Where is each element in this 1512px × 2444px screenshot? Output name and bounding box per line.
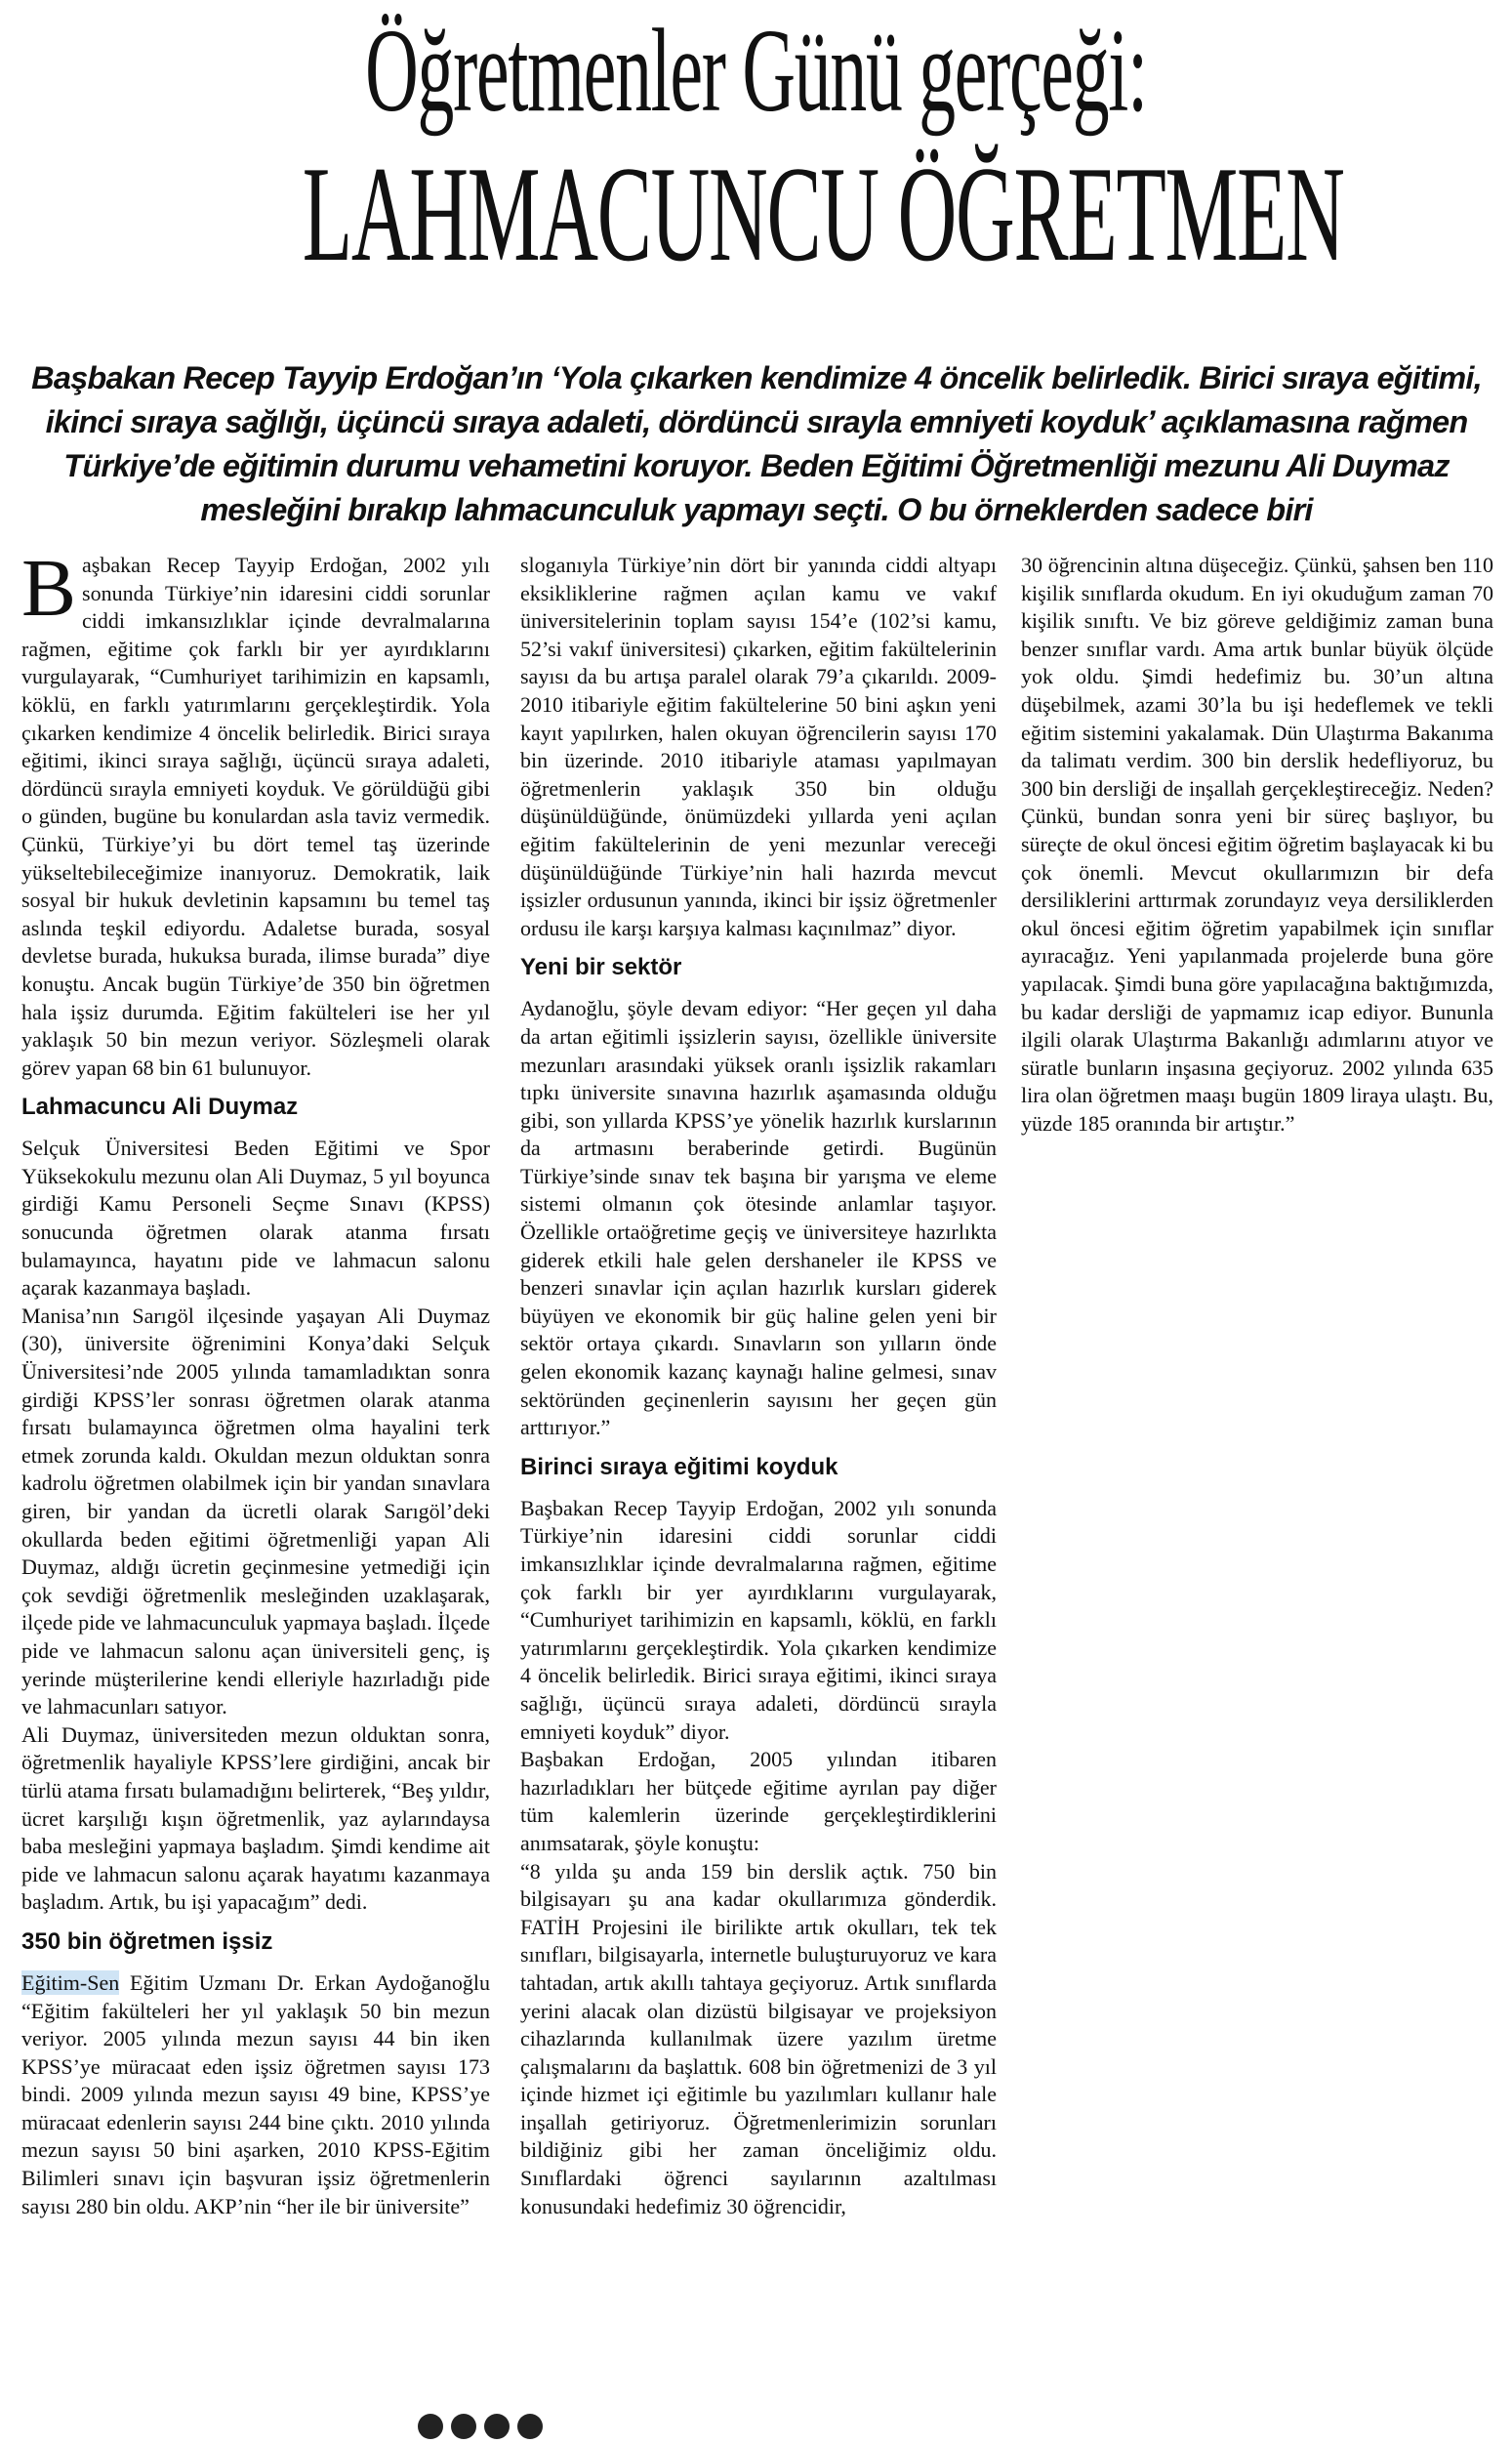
paragraph: Selçuk Üniversitesi Beden Eğitimi ve Spor Yüksekokulu mezunu olan Ali Duymaz, 5 yıl boyunca girdiği Kamu Personeli Seçme Sınavı (KPSS) sonucunda öğretmen olarak atanma fırsatı bulamayınca, hayatını pide ve lahmacun salonu açarak kazanmaya başladı.: [21, 1136, 490, 1301]
paragraph: Aydanoğlu, şöyle devam ediyor: “Her geçen yıl daha da artan eğitimli işsizlerin sayısı, özellikle üniversite mezunları arasındaki yüksek oranlı işsizlik rakamları tıpkı üniversite sınavına hazırlık aşamasında olduğu gibi, son yıllarda KPSS’ye yönelik hazırlık kurslarının da artmasını beraberinde getirdi. Bugünün Türkiye’sinde sınav tek başına bir yarışma ve eleme sistemi olmanın çok ötesinde anlamlar taşıyor. Özellikle ortaöğretime geçiş ve üniversiteye hazırlıkta giderek etkili hale gelen dershaneler ile KPSS ve benzeri sınavlar için açılan hazırlık kursları giderek büyüyen ve ekonomik bir güç haline gelen yeni bir sektör ortaya çıkardı. Sınavların son yılların önde gelen ekonomik kazanç kaynağı haline gelmesi, sınav sektöründen geçinenlerin sayısını her geçen gün arttırıyor.”: [520, 996, 997, 1440]
headline-line-1: Öğretmenler Günü gerçeği:: [365, 5, 1147, 137]
drop-cap: B: [21, 543, 77, 634]
subheading-birinci-sira: Birinci sıraya eğitimi koyduk: [520, 1453, 838, 1480]
subheading-yeni-sektor: Yeni bir sektör: [520, 954, 682, 981]
publication-logo-fragment: [418, 2414, 808, 2427]
article-column-3: [1021, 552, 1493, 1138]
lead-paragraph: Başbakan Recep Tayyip Erdoğan’ın ‘Yola çıkarken kendimize 4 öncelik belirledik. Birici sıraya eğitimi, ikinci sıraya sağlığı, üçüncü sıraya adaleti, dördüncü sırayla emniyeti koyduk’ açıklamasına rağmen Türkiye’de eğitimin durumu vehametini koruyor. Beden Eğitimi Öğretmenliği mezunu Ali Duymaz mesleğini bırakıp lahmacunculuk yapmayı seçti. O bu örneklerden sadece biri: [31, 360, 1482, 527]
paragraph: 30 öğrencinin altına düşeceğiz. Çünkü, şahsen ben 110 kişilik sınıflarda okudum. En iyi okuduğum zaman 70 kişilik sınıftı. Ve biz göreve geldiğimiz zaman buna benzer sınıflar vardı. Ama artık bunlar büyük ölçüde yok oldu. Şimdi hedefimiz bu. 30’un altına düşebilmek, azami 30’la bu işi hedeflemek ve tekli eğitim sistemini yakalamak. Dün Ulaştırma Bakanıma da talimatı verdim. 300 bin derslik hedefliyoruz, bu 300 bin dersliği de inşallah gerçekleştireceğiz. Neden? Çünkü, bundan sonra yeni bir süreç başlıyor, bu süreçte de okul öncesi eğitim öğretim başlayacak ki bu çok önemli. Mevcut okullarımızın bir defa dersiliklerini arttırmak zorundayız veya dersiliklerden okul öncesi eğitim öğretim yapabilmek için sınıflar ayıracağız. Yeni yapılanmada projelerde buna göre yapılacak. Şimdi buna göre yapılacağına baktığımızda, bu kadar dersliği de yapmamız icap ediyor. Bununla ilgili olarak Ulaştırma Bakanlığı adımlarını atıyor ve süratle bunların inşasına geçiyoruz. 2002 yılında 635 lira olan öğretmen maaşı bugün 1809 liraya ulaştı. Bu, yüzde 185 oranında bir artıştır.”: [1021, 553, 1493, 1136]
subheading-lahmacuncu: Lahmacuncu Ali Duymaz: [21, 1094, 299, 1121]
article-column-2: [520, 552, 997, 2220]
paragraph: Başbakan Erdoğan, 2005 yılından itibaren hazırladıkları her bütçede eğitime ayrılan pay diğer tüm kalemlerin üzerinde gerçekleştirdiklerini anımsatarak, şöyle konuştu:: [520, 1747, 997, 1855]
subheading-issiz: 350 bin öğretmen işsiz: [21, 1927, 273, 1955]
quote-paragraph: “8 yılda şu anda 159 bin derslik açtık. 750 bin bilgisayarı şu ana kadar okullarımıza gönderdik. FATİH Projesini ile birilikte artık okulları, tek tek sınıfları, bilgisayarla, internetle buluşturuyoruz ve kara tahtadan, artık akıllı tahtaya geçiyoruz. Artık sınıflarda yerini alacak olan dizüstü bilgisayar ve projeksiyon cihazlarında kullanılmak üzere yazılım üretme çalışmalarını da başlattık. 608 bin öğretmenizi de 3 yıl içinde hizmet içi eğitimle bu yazılımları kullanır hale inşallah getiriyoruz. Öğretmenlerimizin sorunları bildiğiniz gibi her zaman önceliğimiz oldu. Sınıflardaki öğrenci sayılarının azaltılması konusundaki hedefimiz 30 öğrencidir,: [520, 1858, 997, 2218]
article-column-1: [21, 543, 490, 2220]
paragraph: sloganıyla Türkiye’nin dört bir yanında ciddi altyapı eksikliklerine rağmen açılan kamu ve vakıf üniversitelerinin toplam sayısı 154’e (102’si kamu, 52’si vakıf üniversitesi) çıkarken, eğitim fakültelerinin sayısı da bu artışa paralel olarak 79’a çıkarıldı. 2009-2010 itibariyle eğitim fakültelerine 50 bini aşkın yeni kayıt yapılırken, halen okuyan öğrencilerin sayısı 170 bin üzerinde. 2010 itibariyle ataması yapılmayan öğretmenlerin yaklaşık 350 bin olduğu düşünüldüğünde, önümüzdeki yıllarda yeni açılan eğitim fakültelerinin de yeni mezunlar vereceği düşünüldüğünde Türkiye’nin hali hazırda mevcut işsizler ordusunun yanında, ikinci bir işsiz öğretmenler ordusu ile karşı karşıya kalması kaçınılmaz” diyor.: [520, 553, 997, 940]
paragraph: Eğitim-Sen Eğitim Uzmanı Dr. Erkan Aydoğanoğlu “Eğitim fakülteleri her yıl yaklaşık 50 bin mezun veriyor. 2005 yılında mezun sayısı 44 bin iken KPSS’ye müracaat eden işsiz öğretmen sayısı 173 bindi. 2009 yılında mezun sayısı 49 bine, KPSS’ye müracaat edenlerin sayısı 244 bine çıktı. 2010 yılında mezun sayısı 50 bini aşarken, 2010 KPSS-Eğitim Bilimleri sınavı için başvuran işsiz öğretmenlerin sayısı 280 bin oldu. AKP’nin “her ile bir üniversite”: [21, 1969, 490, 2218]
paragraph: Ali Duymaz, üniversiteden mezun olduktan sonra, öğretmenlik hayaliyle KPSS’lere girdiğini, ancak bir türlü atama fırsatı bulamadığını belirterek, “Beş yıldır, ücret karşılığı kışın öğretmenlik, yaz aylarındaysa baba mesleğini yapmaya başladım. Şimdi kendime ait pide ve lahmacun salonu açarak hayatımı kazanmaya başladım. Artık, bu işi yapacağım” dedi.: [21, 1721, 490, 1915]
highlighted-term: Eğitim-Sen: [21, 1969, 120, 1995]
headline-line-2: LAHMACUNCU ÖĞRETMEN: [302, 139, 1344, 290]
intro-paragraph: Başbakan Recep Tayyip Erdoğan, 2002 yılı sonunda Türkiye’nin idaresini ciddi sorunlar ciddi imkansızlıklar içinde devralmalarına rağmen, eğitime çok farklı bir yer ayırdıklarını vurgulayarak, “Cumhuriyet tarihimizin en kapsamlı, köklü, en farklı yatırımlarını gerçekleştirdik. Yola çıkarken kendimize 4 öncelik belirledik. Birici sıraya eğitimi, ikinci sıraya sağlığı, üçüncü sıraya adaleti, dördüncü sırayla emniyeti koyduk. Ve görüldüğü gibi o günden, bugüne bu konulardan asla taviz vermedik. Çünkü, Türkiye’yi bu dört temel taş üzerinde yükseltebileceğimize inanıyoruz. Demokratik, laik sosyal bir hukuk devletinin kapsamını bu temel taş aslında teşkil ediyordu. Adaletse burada, sosyal devletse burada, hukuksa burada, ilimse burada” diye konuştu. Ancak bugün Türkiye’de 350 bin öğretmen hala işsiz durumda. Eğitim fakülteleri ise her yıl yaklaşık 50 bin mezun veriyor. Sözleşmeli olarak görev yapan 68 bin 61 bulunuyor.: [21, 543, 490, 1080]
paragraph: Başbakan Recep Tayyip Erdoğan, 2002 yılı sonunda Türkiye’nin idaresini ciddi sorunlar ciddi imkansızlıklar içinde devralmalarına rağmen, eğitime çok farklı bir yer ayırdıklarını vurgulayarak, “Cumhuriyet tarihimizin en kapsamlı, köklü, en farklı yatırımlarını gerçekleştirdik. Yola çıkarken kendimize 4 öncelik belirledik. Birici sıraya eğitimi, ikinci sıraya sağlığı, üçüncü sıraya adaleti, dördüncü sırayla emniyeti koyduk” diyor.: [520, 1495, 997, 1744]
paragraph: Manisa’nın Sarıgöl ilçesinde yaşayan Ali Duymaz (30), üniversite öğrenimini Konya’daki Selçuk Üniversitesi’nde 2005 yılında tamamladıktan sonra girdiği KPSS’ler sonrası öğretmen olarak atanma fırsatı bulamayınca öğretmen olma hayalini terk etmek zorunda kaldı. Okuldan mezun olduktan sonra kadrolu öğretmen olabilmek için bir yandan sınavlara giren, bir yandan da ücretli olarak Sarıgöl’deki okullarda beden eğitimi öğretmenliği yapan Ali Duymaz, aldığı ücretin geçinmesine yetmediği için çok sevdiği öğretmenlik mesleğinden uzaklaşarak, ilçede pide ve lahmacunculuk yapmaya başladı. İlçede pide ve lahmacun salonu açan üniversiteli genç, iş yerinde müşterilerine kendi elleriyle hazırladığı pide ve lahmacunları satıyor.: [21, 1303, 490, 1719]
